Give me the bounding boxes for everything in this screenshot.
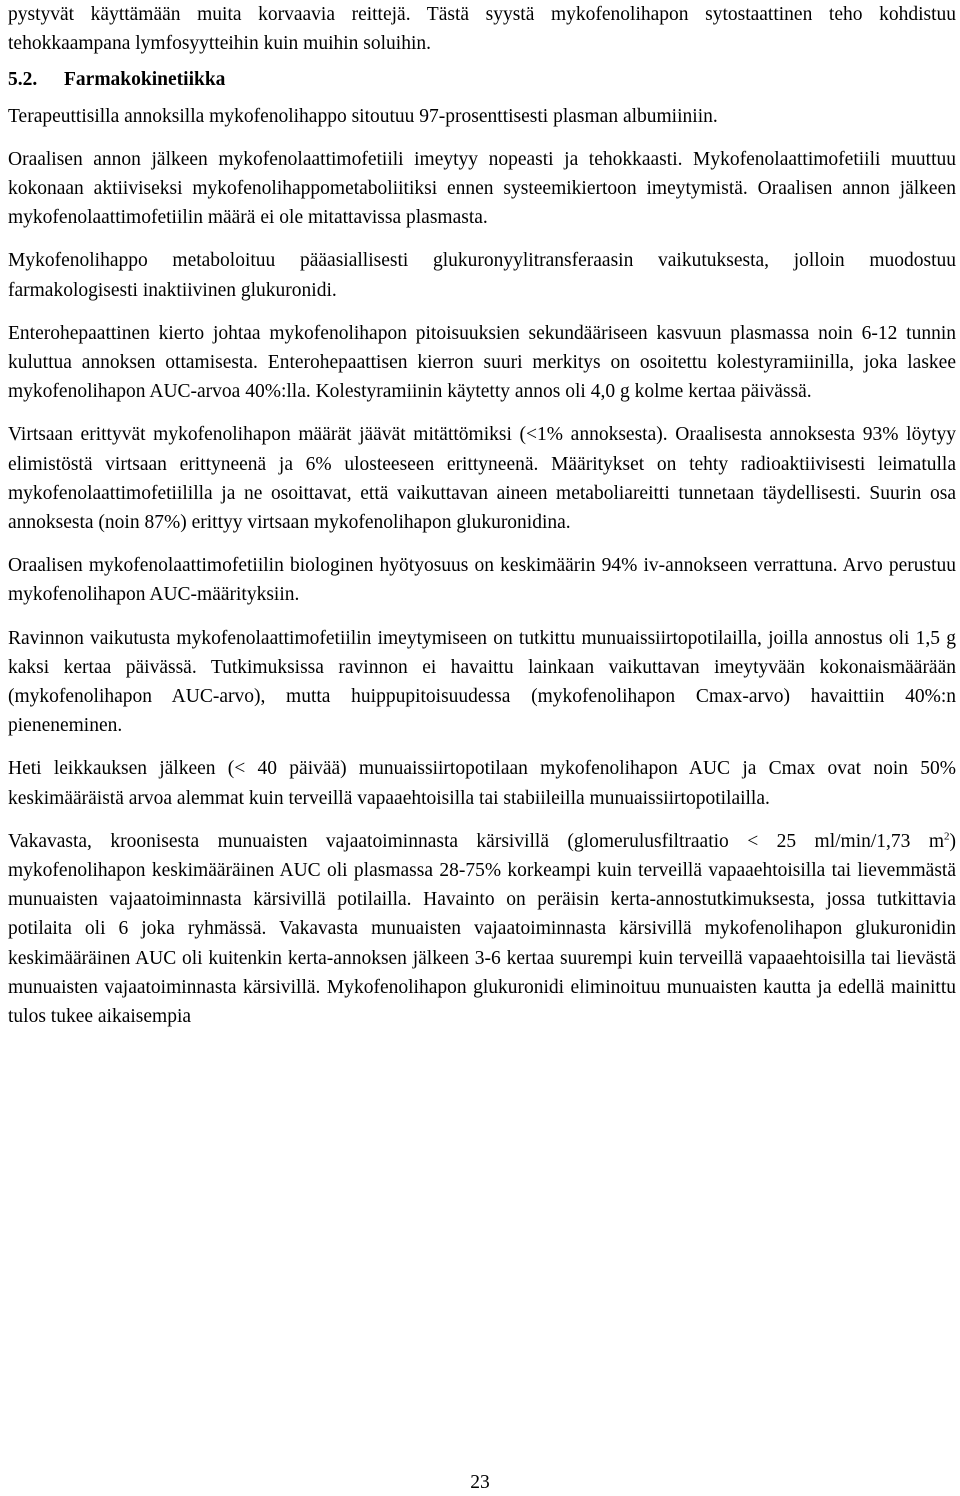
paragraph-bioavailability: Oraalisen mykofenolaattimofetiilin biologinen hyötyosuus on keskimäärin 94% iv-annokseen verrattuna. Arvo perustuu mykofenolihapon AUC-määrityksiin. <box>8 555 956 606</box>
paragraph-protein-binding: Terapeuttisilla annoksilla mykofenolihappo sitoutuu 97-prosenttisesti plasman albumiiniin. <box>8 105 718 127</box>
page-number: 23 <box>470 1472 490 1493</box>
section-title: Farmakokinetiikka <box>64 69 226 91</box>
document-page <box>8 0 956 1031</box>
paragraph-continuation: pystyvät käyttämään muita korvaavia reittejä. Tästä syystä mykofenolihapon sytostaattinen teho kohdistuu tehokkaampana lymfosyytteihin kuin muihin soluihin. <box>8 4 956 55</box>
section-heading <box>8 65 956 94</box>
renal-text-part-1: Vakavasta, kroonisesta munuaisten vajaatoiminnasta kärsivillä (glomerulusfiltraatio < 25 ml/min/1,73 m <box>8 830 944 852</box>
section-number: 5.2. <box>8 69 38 91</box>
paragraph-absorption: Oraalisen annon jälkeen mykofenolaattimofetiili imeytyy nopeasti ja tehokkaasti. Mykofenolaattimofetiili muuttuu kokonaan aktiiviseksi mykofenolihappometaboliitiksi ennen systeemikiertoon imeytymistä. Oraalisen annon jälkeen mykofenolaattimofetiilin määrä ei ole mitattavissa plasmasta. <box>8 148 956 229</box>
paragraph-post-transplant: Heti leikkauksen jälkeen (< 40 päivää) munuaissiirtopotilaan mykofenolihapon AUC ja Cmax ovat noin 50% keskimääräistä arvoa alemmat kuin terveillä vapaaehtoisilla tai stabiileilla munuaissiirtopotilailla. <box>8 758 956 809</box>
paragraph-enterohepatic: Enterohepaattinen kierto johtaa mykofenolihapon pitoisuuksien sekundääriseen kasvuun plasmassa noin 6-12 tunnin kuluttua annoksen ottamisesta. Enterohepaattisen kierron suuri merkitys on osoitettu kolestyramiinilla, joka laskee mykofenolihapon AUC-arvoa 40%:lla. Kolestyramiinin käytetty annos oli 4,0 g kolme kertaa päivässä. <box>8 322 956 403</box>
paragraph-metabolism: Mykofenolihappo metaboloituu pääasiallisesti glukuronyylitransferaasin vaikutuksesta, jolloin muodostuu farmakologisesti inaktiivinen glukuronidi. <box>8 250 956 301</box>
superscript-2: 2 <box>944 830 950 843</box>
renal-text-part-2: ) mykofenolihapon keskimääräinen AUC oli plasmassa 28-75% korkeampi kuin terveillä vapaaehtoisilla tai lievemmästä munuaisten vajaatoiminnasta kärsivillä potilailla. Havainto on peräisin kerta-annostutkimuksesta, jossa tutkittavia potilaita oli 6 joka ryhmässä. Vakavasta munuaisten vajaatoiminnasta kärsivillä mykofenolihapon glukuronidin keskimääräinen AUC oli kuitenkin kerta-annoksen jälkeen 3-6 kertaa suurempi kuin terveillä vapaaehtoisilla tai lievästä munuaisten vajaatoiminnasta kärsivillä. Mykofenolihapon glukuronidi eliminoituu munuaisten kautta ja edellä mainittu tulos tukee aikaisempia <box>8 830 956 1028</box>
paragraph-food-effect: Ravinnon vaikutusta mykofenolaattimofetiilin imeytymiseen on tutkittu munuaissiirtopotilailla, joilla annostus oli 1,5 g kaksi kertaa päivässä. Tutkimuksissa ravinnon ei havaittu lainkaan vaikuttavan imeytyvään kokonaismäärään (mykofenolihapon AUC-arvo), mutta huippupitoisuudessa (mykofenolihapon Cmax-arvo) havaittiin 40%:n pieneneminen. <box>8 627 956 737</box>
paragraph-excretion: Virtsaan erittyvät mykofenolihapon määrät jäävät mitättömiksi (<1% annoksesta). Oraalisesta annoksesta 93% löytyy elimistöstä virtsaan erittyneenä ja 6% ulosteeseen erittyneenä. Määritykset on tehty radioaktiivisesti leimatulla mykofenolaattimofetiililla ja ne osoittavat, että vaikuttavan aineen metaboliareitti tunnetaan täydellisesti. Suurin osa annoksesta (noin 87%) erittyy virtsaan mykofenolihapon glukuronidina. <box>8 424 956 534</box>
paragraph-renal-impairment <box>8 827 956 1031</box>
